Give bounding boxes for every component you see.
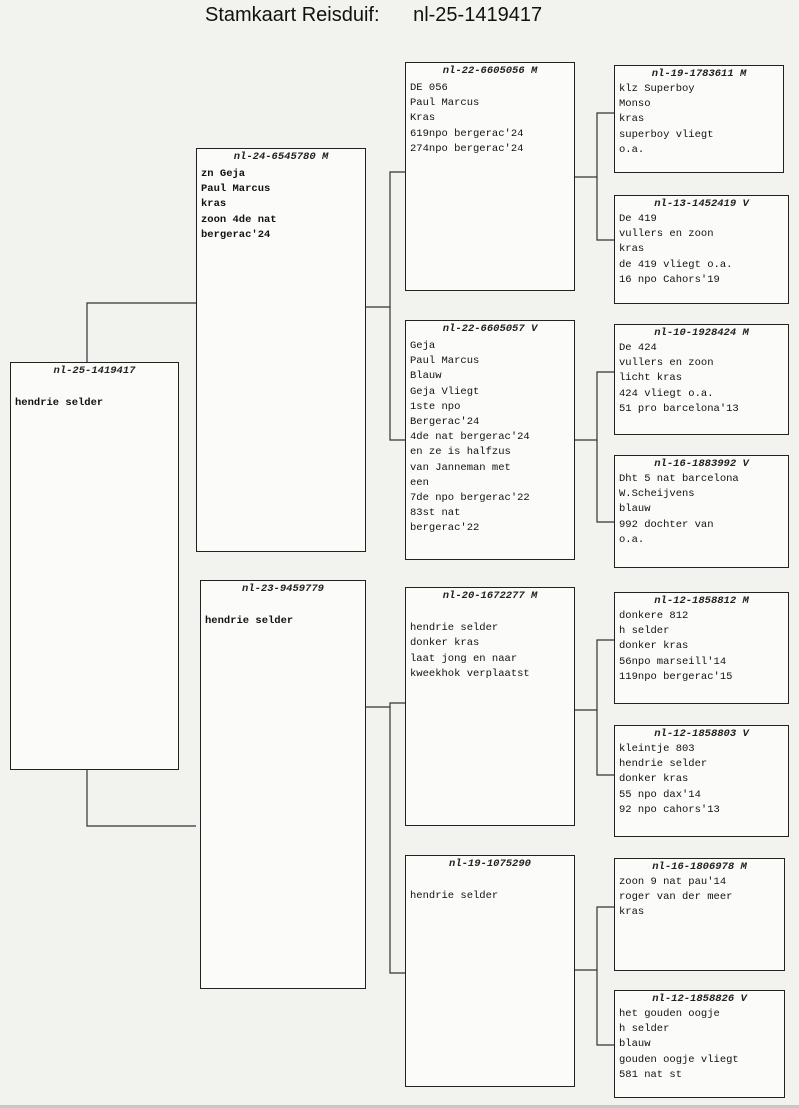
ancestor-fmf-box: [614, 324, 789, 435]
ancestor-mfm-ring: nl-12-1858803 V: [654, 728, 749, 740]
detail-line: hendrie selder: [205, 615, 294, 627]
ancestor-fmf-details: [619, 341, 784, 417]
grandsire-paternal-box: [405, 62, 575, 291]
detail-line: Dht 5 nat barcelona: [619, 473, 739, 485]
detail-line: de 419 vliegt o.a.: [619, 258, 733, 271]
detail-line: o.a.: [619, 143, 645, 156]
detail-line: 424 vliegt o.a.: [619, 387, 714, 400]
detail-line: blauw: [619, 503, 651, 516]
detail-line: Paul Marcus: [201, 183, 271, 196]
detail-line: W.Scheijvens: [619, 488, 695, 501]
detail-line: licht kras: [619, 372, 683, 385]
title-ring-number: nl-25-1419417: [413, 4, 543, 26]
detail-line: hendrie selder: [410, 622, 499, 635]
detail-line: Kras: [410, 112, 436, 125]
detail-line: 992 dochter van: [619, 518, 714, 531]
ancestor-fmm-box: [614, 455, 789, 568]
detail-line: zn Geja: [201, 168, 246, 180]
detail-line: [410, 874, 570, 889]
detail-line: donker kras: [410, 637, 480, 650]
ancestor-ffm-ring: nl-13-1452419 V: [654, 198, 749, 210]
ancestor-fmf-ring: nl-10-1928424 M: [654, 327, 749, 339]
detail-line: 16 npo Cahors'19: [619, 273, 720, 286]
detail-line: Geja: [410, 340, 436, 352]
detail-line: 619npo bergerac'24: [410, 127, 524, 140]
mother-details: [205, 614, 361, 629]
ancestor-mmm-details: [619, 1007, 780, 1083]
pigeon-ring: nl-25-1419417: [53, 365, 136, 377]
detail-line: 51 pro barcelona'13: [619, 402, 739, 415]
detail-line: kleintje 803: [619, 743, 695, 755]
detail-line: kweekhok verplaatst: [410, 667, 530, 680]
detail-line: vullers en zoon: [619, 357, 714, 370]
detail-line: hendrie selder: [410, 890, 499, 903]
detail-line: laat jong en naar: [410, 652, 518, 665]
ancestor-ffm-box: [614, 195, 789, 304]
ancestor-fmm-details: [619, 472, 784, 548]
ancestor-mff-details: [619, 609, 784, 685]
father-details: [201, 167, 361, 243]
pigeon-box: [10, 362, 179, 770]
detail-line: donker kras: [619, 640, 689, 653]
detail-line: donker kras: [619, 773, 689, 786]
detail-line: h selder: [619, 625, 670, 638]
grandsire-maternal-ring: nl-20-1672277 M: [442, 590, 538, 602]
detail-line: 55 npo dax'14: [619, 788, 701, 801]
pigeon-details: [15, 396, 174, 411]
grandsire-maternal-box: [405, 587, 575, 826]
detail-line: o.a.: [619, 533, 645, 546]
grandsire-paternal-details: [410, 81, 570, 157]
detail-line: 7de npo bergerac'22: [410, 492, 530, 505]
grandsire-paternal-ring: nl-22-6605056 M: [442, 65, 538, 77]
detail-line: kras: [619, 906, 645, 919]
ancestor-mmm-box: [614, 990, 785, 1098]
detail-line: bergerac'22: [410, 522, 480, 535]
ancestor-mff-ring: nl-12-1858812 M: [654, 595, 749, 607]
detail-line: 92 npo cahors'13: [619, 803, 720, 816]
detail-line: Geja Vliegt: [410, 385, 480, 398]
ancestor-ffm-details: [619, 212, 784, 288]
granddam-maternal-ring: nl-19-1075290: [449, 858, 531, 870]
detail-line: Blauw: [410, 370, 442, 383]
ancestor-mmf-ring: nl-16-1806978 M: [652, 861, 747, 873]
granddam-paternal-ring: nl-22-6605057 V: [442, 323, 538, 335]
detail-line: De 424: [619, 342, 657, 354]
detail-line: zoon 9 nat pau'14: [619, 876, 727, 888]
detail-line: vullers en zoon: [619, 228, 714, 241]
ancestor-fff-ring: nl-19-1783611 M: [651, 68, 747, 80]
detail-line: DE 056: [410, 82, 448, 94]
ancestor-mmf-box: [614, 858, 785, 971]
detail-line: kras: [201, 198, 227, 211]
detail-line: 56npo marseill'14: [619, 655, 727, 668]
detail-line: De 419: [619, 213, 657, 225]
mother-box: [200, 580, 366, 989]
detail-line: 581 nat st: [619, 1068, 683, 1081]
detail-line: 119npo bergerac'15: [619, 670, 733, 683]
detail-line: blauw: [619, 1038, 651, 1051]
detail-line: Paul Marcus: [410, 97, 480, 110]
detail-line: roger van der meer: [619, 891, 733, 904]
detail-line: donkere 812: [619, 610, 689, 622]
ancestor-fff-box: [614, 65, 784, 173]
grandsire-maternal-details: [410, 606, 570, 682]
detail-line: superboy vliegt: [619, 128, 714, 141]
granddam-paternal-details: [410, 339, 570, 537]
detail-line: kras: [619, 113, 645, 126]
detail-line: h selder: [619, 1023, 670, 1036]
ancestor-mmf-details: [619, 875, 780, 921]
detail-line: Monso: [619, 98, 651, 111]
detail-line: hendrie selder: [619, 758, 708, 771]
detail-line: het gouden oogje: [619, 1008, 720, 1020]
detail-line: 83st nat: [410, 507, 461, 520]
detail-line: 1ste npo: [410, 400, 461, 413]
detail-line: klz Superboy: [619, 83, 695, 95]
granddam-maternal-box: [405, 855, 575, 1087]
detail-line: van Janneman met: [410, 461, 511, 474]
detail-line: hendrie selder: [15, 397, 104, 409]
detail-line: en ze is halfzus: [410, 446, 511, 459]
detail-line: 274npo bergerac'24: [410, 142, 524, 155]
ancestor-mfm-details: [619, 742, 784, 818]
father-ring: nl-24-6545780 M: [233, 151, 329, 163]
granddam-paternal-box: [405, 320, 575, 560]
father-box: [196, 148, 366, 552]
detail-line: bergerac'24: [201, 228, 271, 241]
title-label: Stamkaart Reisduif:: [205, 4, 380, 26]
detail-line: zoon 4de nat: [201, 213, 277, 226]
detail-line: [410, 606, 570, 621]
detail-line: Paul Marcus: [410, 355, 480, 368]
ancestor-fff-details: [619, 82, 779, 158]
mother-ring: nl-23-9459779: [242, 583, 324, 595]
detail-line: Bergerac'24: [410, 416, 480, 429]
detail-line: kras: [619, 243, 645, 256]
detail-line: een: [410, 476, 429, 489]
ancestor-mmm-ring: nl-12-1858826 V: [652, 993, 747, 1005]
granddam-maternal-details: [410, 874, 570, 904]
detail-line: 4de nat bergerac'24: [410, 431, 530, 444]
ancestor-fmm-ring: nl-16-1883992 V: [654, 458, 749, 470]
ancestor-mfm-box: [614, 725, 789, 837]
detail-line: gouden oogje vliegt: [619, 1053, 739, 1066]
ancestor-mff-box: [614, 592, 789, 704]
